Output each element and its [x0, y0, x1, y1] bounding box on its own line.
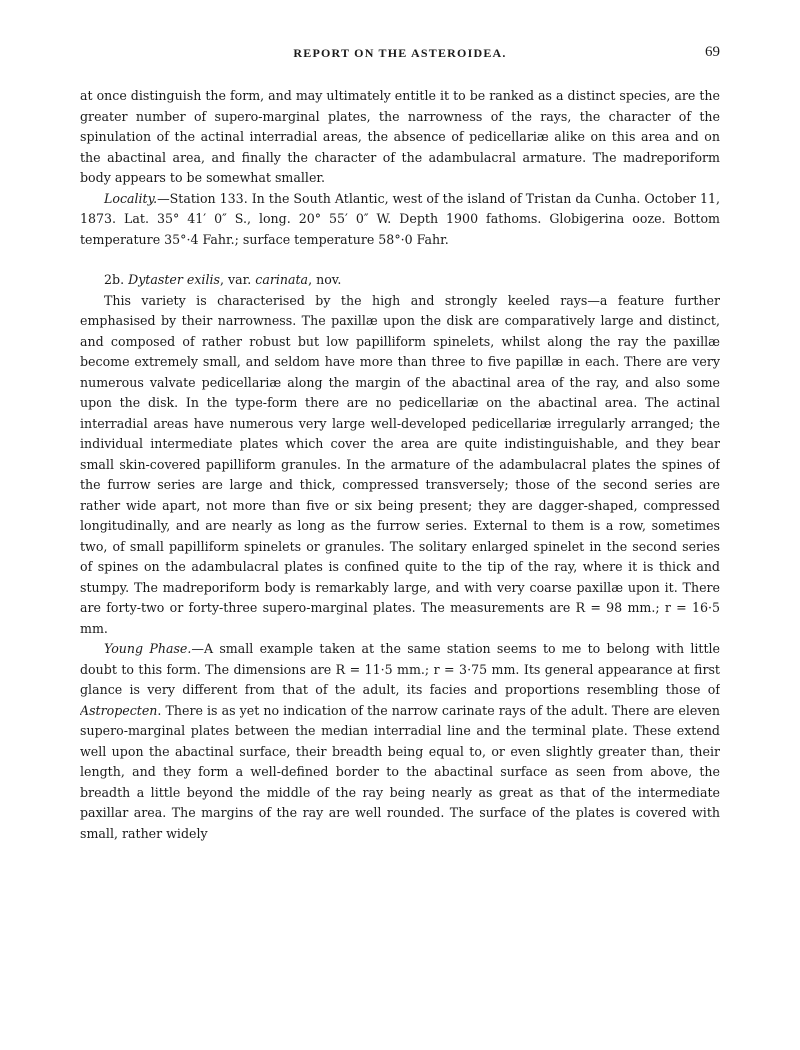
- heading-var: , var.: [219, 272, 256, 287]
- young-phase-genus: Astropecten: [80, 702, 158, 718]
- heading-nov: , nov.: [308, 272, 342, 287]
- locality-label: Locality.: [104, 190, 158, 206]
- page-number: 69: [705, 44, 720, 60]
- description-paragraph: This variety is characterised by the high and strongly keeled rays—a feature further emphasised by their narrowness. The paxillæ upon the disk are comparatively large and distinct, and composed of rather robust but low papilliform spinelets, whilst along the ray the paxillæ become extremely small, and seldom have more than three to five papillæ in each. There are very numerous valvate pedicellariæ along the margin of the abactinal area of the ray, and also some upon the disk. In the type-form there are no pedicellariæ on the abactinal area. The actinal interradial areas have numerous very large well-developed pedicellariæ irregularly arranged; the individual intermediate plates which cover the area are quite indistinguishable, and they bear small skin-covered papilliform granules. In the armature of the adambulacral plates the spines of the furrow series are large and thick, compressed transversely; those of the second series are rather wide apart, not more than five or six being present; they are dagger-shaped, compressed longitudinally, and are nearly as long as the furrow series. External to them is a row, sometimes two, of small papilliform spinelets or granules. The solitary enlarged spinelet in the second series of spines on the adambulacral plates is confined quite to the tip of the ray, where it is thick and stumpy. The madreporiform body is remarkably large, and with very coarse paxillæ upon it. There are forty-two or forty-three supero-marginal plates. The measurements are R = 98 mm.; r = 16·5 mm.: [80, 292, 720, 636]
- young-phase-text-b: . There is as yet no indication of the narrow carinate rays of the adult. There are eleven supero-marginal plates between the median interradial line and the terminal plate. These extend well upon the abactinal surface, their breadth being equal to, or even slightly greater than, their length, and they form a well-defined border to the abactinal surface as seen from above, the breadth a little beyond the middle of the ray being nearly as great as that of the intermediate paxillar area. The margins of the ray are well rounded. The surface of the plates is covered with small, rather widely: [80, 702, 720, 841]
- locality-text: —Station 133. In the South Atlantic, west of the island of Tristan da Cunha. October 11, 1873. Lat. 35° 41′ 0″ S., long. 20° 55′ 0″ W. Depth 1900 fathoms. Globigerina ooze. Bottom temperature 35°·4 Fahr.; surface temperature 58°·0 Fahr.: [80, 190, 720, 247]
- running-title: REPORT ON THE ASTEROIDEA.: [293, 46, 507, 60]
- section-heading: [80, 270, 720, 291]
- paragraph-continuation: at once distinguish the form, and may ultimately entitle it to be ranked as a distinct species, are the greater number of supero-marginal plates, the narrowness of the rays, the character of the spinulation of the actinal interradial areas, the absence of pedicellariæ alike on this area and on the abactinal area, and finally the character of the adambulacral armature. The madreporiform body appears to be somewhat smaller.: [80, 88, 720, 185]
- young-phase-paragraph: [80, 639, 720, 844]
- document-page: [80, 40, 720, 1030]
- heading-genus: Dytaster exilis: [128, 272, 220, 287]
- young-phase-label: Young Phase.: [104, 641, 192, 656]
- heading-varname: carinata: [255, 272, 309, 287]
- young-phase-text-a: —A small example taken at the same station seems to me to belong with little doubt to this form. The dimensions are R = 11·5 mm.; r = 3·75 mm. Its general appearance at first glance is very different from that of the adult, its facies and proportions resembling those of: [80, 641, 720, 697]
- section-gap: [80, 250, 720, 270]
- running-header: [80, 40, 720, 66]
- locality-paragraph: [80, 189, 720, 251]
- heading-number: 2b.: [104, 272, 125, 287]
